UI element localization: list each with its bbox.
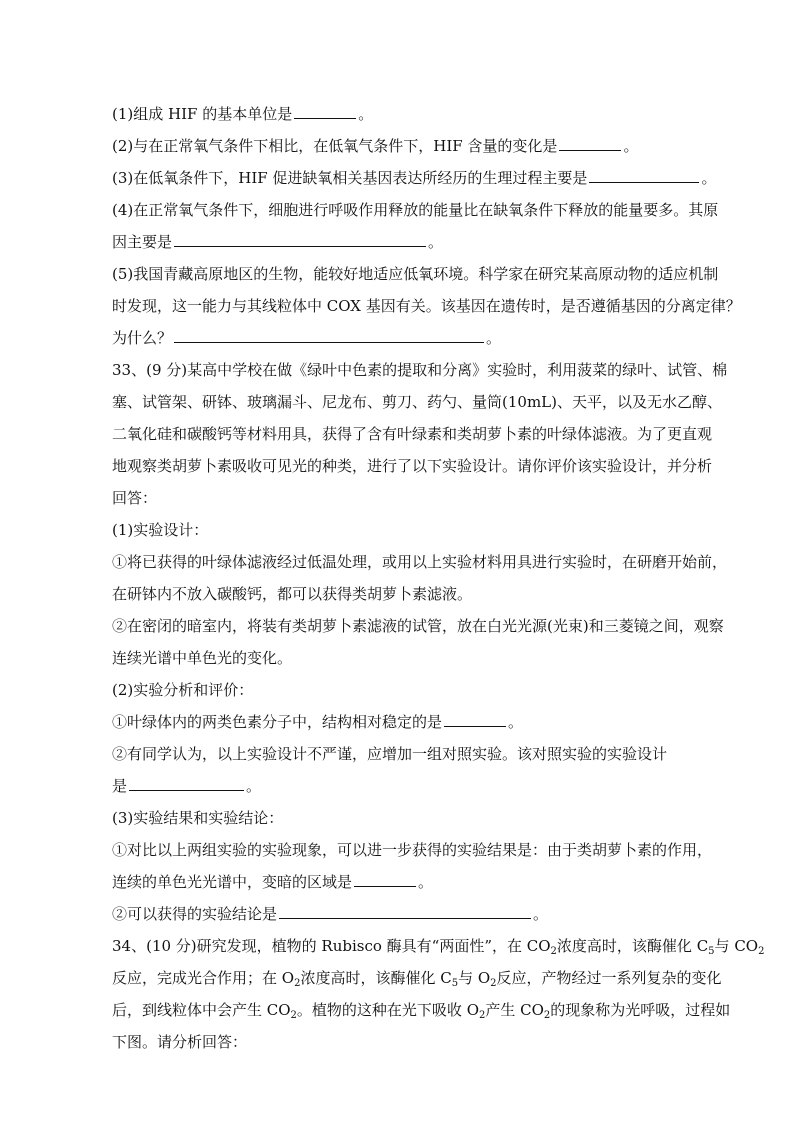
analysis-end: 。	[246, 777, 262, 795]
subscript: 5	[708, 946, 715, 957]
results-end: 。	[533, 905, 549, 923]
results-text: ①对比以上两组实验的实验现象，可以进一步获得的实验结果是：由于类胡萝卜素的作用，	[112, 841, 713, 859]
q33-design-heading	[112, 518, 682, 550]
q34-stem-line4	[112, 1030, 682, 1062]
q34-text: 34、(10 分)研究发现，植物的 Rubisco 酶具有“两面性”，在 CO	[112, 937, 551, 955]
q34-stem-line3	[112, 998, 731, 1030]
design-step-text: ②在密闭的暗室内，将装有类胡萝卜素滤液的试管，放在白光光源(光束)和三菱镜之间，观察	[112, 617, 724, 635]
q34-text: 的现象称为光呼吸，过程如	[550, 1001, 731, 1019]
q34-text: 反应，产物经过一系列复杂的变化	[496, 969, 722, 987]
answer-blank[interactable]	[174, 326, 484, 343]
q32-sub2	[112, 134, 682, 166]
q32-sub3-text: (3)在低氧条件下，HIF 促进缺氧相关基因表达所经历的生理过程主要是	[112, 169, 588, 187]
q33-results-item1-line2	[112, 870, 682, 902]
q33-results-item2	[112, 902, 682, 934]
analysis-text: ②有同学认为，以上实验设计不严谨，应增加一组对照实验。该对照实验的实验设计	[112, 745, 668, 763]
q34-text: 与 O	[458, 969, 491, 987]
q34-text: 与 CO	[714, 937, 759, 955]
subscript: 2	[294, 978, 301, 989]
answer-blank[interactable]	[444, 710, 506, 727]
subscript: 2	[490, 978, 497, 989]
q34-text: 浓度高时，该酶催化 C	[300, 969, 452, 987]
q33-stem-line5	[112, 486, 682, 518]
q33-stem-line1	[112, 358, 728, 390]
q34-text: 浓度高时，该酶催化 C	[556, 937, 709, 955]
results-text: 连续的单色光光谱中，变暗的区域是	[112, 873, 353, 891]
q32-sub5-line2	[112, 294, 741, 326]
q32-sub2-end: 。	[623, 137, 639, 155]
section-heading: (3)实验结果和实验结论：	[112, 809, 284, 827]
q33-stem-text: 地观察类胡萝卜素吸收可见光的种类，进行了以下实验设计。请你评价该实验设计，并分析	[112, 457, 713, 475]
q33-design-step1-line1	[112, 550, 728, 582]
q34-text: 产生 CO	[485, 1001, 544, 1019]
results-text: ②可以获得的实验结论是	[112, 905, 278, 923]
q32-sub1-end: 。	[358, 105, 374, 123]
subscript: 2	[543, 1010, 551, 1021]
q33-results-heading	[112, 806, 682, 838]
question-text	[112, 102, 765, 1062]
section-heading: (1)实验设计：	[112, 521, 209, 539]
q34-stem-line1	[112, 934, 765, 966]
q33-stem-text: 塞、试管架、研钵、玻璃漏斗、尼龙布、剪刀、药勺、量筒(10mL)、天平，以及无水乙醇、	[112, 393, 722, 411]
answer-blank[interactable]	[559, 134, 621, 151]
answer-blank[interactable]	[174, 230, 426, 247]
q33-stem-line3	[112, 422, 713, 454]
subscript: 2	[758, 946, 765, 957]
analysis-end: 。	[508, 713, 524, 731]
analysis-text: 是	[112, 777, 128, 795]
q33-analysis-item2-line1	[112, 742, 682, 774]
q33-stem-text: 回答：	[112, 489, 158, 507]
q32-sub1	[112, 102, 682, 134]
answer-blank[interactable]	[279, 902, 531, 919]
q32-sub4-end: 。	[428, 233, 444, 251]
answer-blank[interactable]	[589, 166, 699, 183]
design-step-text: 连续光谱中单色光的变化。	[112, 649, 293, 667]
q33-stem-text: 二氧化硅和碳酸钙等材料用具，获得了含有叶绿素和类胡萝卜素的叶绿体滤液。为了更直观	[112, 425, 713, 443]
q34-text: 反应，完成光合作用；在 O	[112, 969, 295, 987]
answer-blank[interactable]	[294, 102, 356, 119]
subscript: 2	[290, 1010, 297, 1021]
q33-stem-text: 33、(9 分)某高中学校在做《绿叶中色素的提取和分离》实验时，利用菠菜的绿叶、试管、棉	[112, 361, 728, 379]
q33-design-step1-line2	[112, 582, 682, 614]
q32-sub5-line3	[112, 326, 682, 358]
q33-results-item1-line1	[112, 838, 713, 870]
design-step-text: ①将已获得的叶绿体滤液经过低温处理，或用以上实验材料用具进行实验时，在研磨开始前，	[112, 553, 728, 571]
results-end: 。	[418, 873, 434, 891]
q34-stem-line2	[112, 966, 722, 998]
q32-sub5-text: 为什么？	[112, 329, 173, 347]
q32-sub4-line1	[112, 198, 719, 230]
q34-text: 后，到线粒体中会产生 CO	[112, 1001, 291, 1019]
q32-sub5-end: 。	[486, 329, 502, 347]
q32-sub4-line2	[112, 230, 682, 262]
q34-text: 。植物的这种在光下吸收 O	[296, 1001, 479, 1019]
q33-stem-line2	[112, 390, 722, 422]
q32-sub1-text: (1)组成 HIF 的基本单位是	[112, 105, 293, 123]
q32-sub5-text: 时发现，这一能力与其线粒体中 COX 基因有关。该基因在遗传时，是否遵循基因的分离定律？	[112, 297, 741, 315]
q33-analysis-item2-line2	[112, 774, 682, 806]
q33-analysis-heading	[112, 678, 682, 710]
q33-stem-line4	[112, 454, 713, 486]
q32-sub4-text: (4)在正常氧气条件下，细胞进行呼吸作用释放的能量比在缺氧条件下释放的能量要多。其原	[112, 201, 719, 219]
answer-blank[interactable]	[129, 774, 244, 791]
section-heading: (2)实验分析和评价：	[112, 681, 254, 699]
subscript: 2	[550, 946, 557, 957]
q34-text: 下图。请分析回答：	[112, 1033, 248, 1051]
q32-sub5-text: (5)我国青藏高原地区的生物，能较好地适应低氧环境。科学家在研究某高原动物的适应机制	[112, 265, 719, 283]
analysis-text: ①叶绿体内的两类色素分子中，结构相对稳定的是	[112, 713, 443, 731]
answer-blank[interactable]	[354, 870, 416, 887]
q32-sub2-text: (2)与在正常氧气条件下相比，在低氧气条件下，HIF 含量的变化是	[112, 137, 558, 155]
subscript: 2	[479, 1010, 486, 1021]
q33-design-step2-line1	[112, 614, 724, 646]
q32-sub3	[112, 166, 717, 198]
q32-sub3-end: 。	[701, 169, 717, 187]
design-step-text: 在研钵内不放入碳酸钙，都可以获得类胡萝卜素滤液。	[112, 585, 473, 603]
q33-design-step2-line2	[112, 646, 682, 678]
q32-sub5-line1	[112, 262, 719, 294]
q33-analysis-item1	[112, 710, 682, 742]
subscript: 5	[451, 978, 459, 989]
q32-sub4-text: 因主要是	[112, 233, 173, 251]
